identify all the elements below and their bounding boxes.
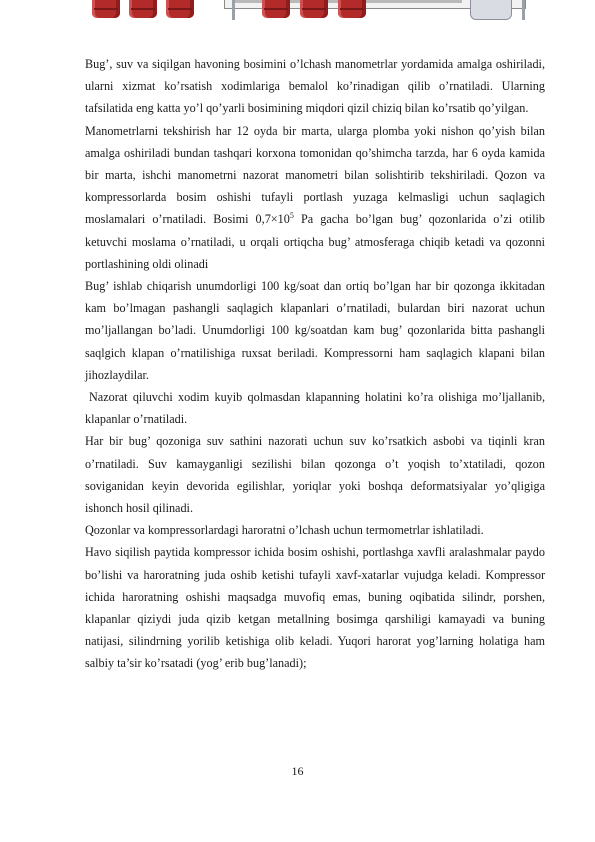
- paragraph-text: Pa gacha bo’lgan bug’ qozonlarida o’zi otilib ketuvchi moslama o’rnatiladi, u orqali ortiqcha bug’ atmosferaga chiqib ketadi va qozonni portlashining oldi olinadi: [85, 212, 546, 271]
- document-body: [85, 53, 545, 675]
- paragraph-pressure-measurement: Bug’, suv va siqilgan havoning bosimini o’lchash manometrlar yordamida amalga oshiriladi, ularni xizmat ko’rsatish xodimlariga bemalol ko’rinadigan qilib o’rnatiladi. Ularning tafsilatida eng katta yo’l qo’yarli bosimining miqdori qizil chiziq bilan ko’rsatib qo’yilgan.: [85, 57, 545, 116]
- pressure-vessel-icon: [470, 0, 512, 20]
- compressor-station-illustration: [0, 0, 595, 22]
- paragraph-text: Manometrlarni tekshirish har 12 oyda bir marta, ularga plomba yoki nishon qo’yish bilan amalga oshiriladi bundan tashqari korxona tomonidan qo’shimcha tarzda, har 6 oyda kamida bir marta, ishchi manometrni nazorat manometri bilan solishtirib tekshiriladi. Qozon va kompressorlarda bosim oshishi tufayli portlash yuzaga kelmasligi uchun saqlagich moslamalari o’rnatiladi. Bosimi 0,7×10: [85, 123, 545, 227]
- gas-cylinder-icon: [262, 0, 290, 18]
- paragraph-valve-installation: Nazorat qiluvchi xodim kuyib qolmasdan klapanning holatini ko’ra olishiga mo’ljallanib, klapanlar o’rnatiladi.: [85, 390, 545, 427]
- page-number: 16: [291, 764, 304, 778]
- frame-post: [232, 0, 235, 20]
- paragraph-compression-hazards: Havo siqilish paytida kompressor ichida bosim oshishi, portlashga xavfli aralashmalar paydo bo’lishi va haroratning juda oshib ketishi tufayli xavf-xatarlar vujudga keladi. Kompressor ichida haroratning oshishi maqsadga muvofiq emas, buning oqibatida silindr, porshen, klapanlar qiziydi juda qizib ketgan metallning bosimga qarshiligi kamayadi va buning natijasi, silindrning yorilib ketishiga olib keladi. Yuqori harorat yog’larning holatiga ham salbiy ta’sir ko’rsatadi (yog’ erib bug’lanadi);: [85, 545, 545, 671]
- gas-cylinder-icon: [92, 0, 120, 18]
- gas-cylinder-icon: [166, 0, 194, 18]
- frame-post: [522, 0, 525, 20]
- paragraph-safety-valves: Bug’ ishlab chiqarish unumdorligi 100 kg/soat dan ortiq bo’lgan har bir qozonga ikkitadan kam bo’lmagan pashangli saqlagich klapanlari o’rnatiladi, bulardan biri nazorat uchun mo’ljallangan bo’ladi. Unumdorligi 100 kg/soatdan kam bug’ qozonlarida bitta pashangli saqlgich klapan o’rnatilishiga ruxsat beriladi. Kompressorni ham saqlagich klapani bilan jihozlaydilar.: [85, 279, 545, 382]
- paragraph-water-level: Har bir bug’ qozoniga suv sathini nazorati uchun suv ko’rsatkich asbobi va tiqinli kran o’rnatiladi. Suv kamayganligi sezilishi bilan qozonga o’t yoqish to’xtatiladi, qozon soviganidan keyin devorida egilishlar, yoriqlar yoki boshqa deformatsiyalar yo’qligiga ishonch hosil qilinadi.: [85, 434, 545, 516]
- gas-cylinder-icon: [338, 0, 366, 18]
- paragraph-manometer-inspection: [85, 120, 545, 275]
- gas-cylinder-icon: [129, 0, 157, 18]
- paragraph-thermometers: Qozonlar va kompressorlardagi haroratni o’lchash uchun termometrlar ishlatiladi.: [85, 523, 484, 538]
- exponent: 5: [289, 211, 294, 221]
- gas-cylinder-icon: [300, 0, 328, 18]
